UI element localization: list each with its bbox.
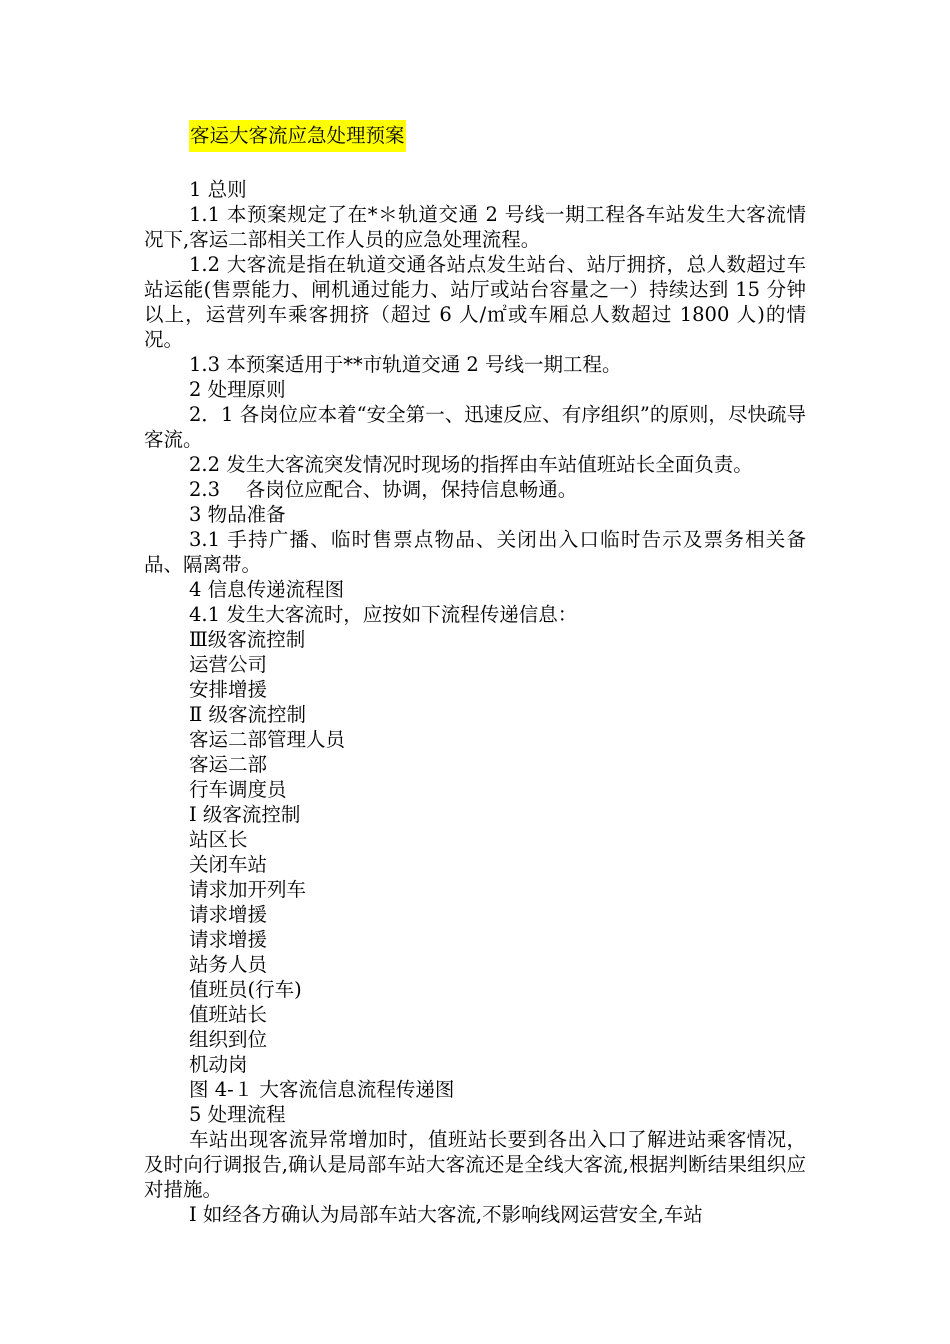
flow-item: 请求加开列车 — [189, 878, 307, 901]
paragraph-1-2: 1.2 大客流是指在轨道交通各站点发生站台、站厅拥挤，总人数超过车站运能(售票能力、闸机通过能力、站厅或站台容量之一）持续达到 15 分钟以上，运营列车乘客拥挤（超过 6 人/㎡或车厢总人数超过 1800 人)的情况。 — [144, 253, 806, 351]
flow-item: Ⅲ级客流控制 — [189, 628, 306, 651]
flow-item: 机动岗 — [189, 1053, 248, 1076]
heading-info-flow: 4 信息传递流程图 — [189, 578, 345, 601]
paragraph-2-3: 2.3 各岗位应配合、协调，保持信息畅通。 — [189, 478, 578, 501]
document-title: 客运大客流应急处理预案 — [189, 120, 406, 152]
heading-process: 5 处理流程 — [189, 1103, 286, 1126]
paragraph-process-local: Ⅰ 如经各方确认为局部车站大客流,不影响线网运营安全,车站 — [189, 1203, 703, 1226]
flow-item: 值班站长 — [189, 1003, 268, 1026]
flow-item: 站务人员 — [189, 953, 268, 976]
figure-caption: 图 4-１ 大客流信息流程传递图 — [189, 1078, 455, 1101]
paragraph-2-2: 2.2 发生大客流突发情况时现场的指挥由车站值班站长全面负责。 — [189, 453, 753, 476]
flow-item: 运营公司 — [189, 653, 268, 676]
flow-item: 安排增援 — [189, 678, 268, 701]
paragraph-1-3: 1.3 本预案适用于**市轨道交通 2 号线一期工程。 — [189, 353, 622, 376]
paragraph-1-1: 1.1 本预案规定了在*＊轨道交通 2 号线一期工程各车站发生大客流情况下,客运二部相关工作人员的应急处理流程。 — [144, 203, 806, 251]
flow-item: 客运二部 — [189, 753, 268, 776]
flow-item: 请求增援 — [189, 928, 268, 951]
flow-item: Ⅱ 级客流控制 — [189, 703, 306, 726]
paragraph-2-1: 2．1 各岗位应本着“安全第一、迅速反应、有序组织”的原则，尽快疏导客流。 — [144, 403, 806, 451]
paragraph-4-1: 4.1 发生大客流时，应按如下流程传递信息： — [189, 603, 578, 626]
heading-materials: 3 物品准备 — [189, 503, 286, 526]
flow-item: 客运二部管理人员 — [189, 728, 346, 751]
flow-item: 值班员(行车) — [189, 978, 302, 1001]
paragraph-process-intro: 车站出现客流异常增加时，值班站长要到各出入口了解进站乘客情况，及时向行调报告,确认是局部车站大客流还是全线大客流,根据判断结果组织应对措施。 — [144, 1128, 806, 1201]
paragraph-3-1: 3.1 手持广播、临时售票点物品、关闭出入口临时告示及票务相关备品、隔离带。 — [144, 528, 806, 576]
flow-item: 行车调度员 — [189, 778, 287, 801]
heading-general: 1 总则 — [189, 178, 247, 201]
flow-item: Ⅰ 级客流控制 — [189, 803, 301, 826]
heading-principles: 2 处理原则 — [189, 378, 286, 401]
title-line — [144, 120, 806, 152]
flow-item: 站区长 — [189, 828, 248, 851]
document-body — [144, 120, 806, 1227]
flow-item: 关闭车站 — [189, 853, 268, 876]
flow-item: 组织到位 — [189, 1028, 268, 1051]
flow-item: 请求增援 — [189, 903, 268, 926]
